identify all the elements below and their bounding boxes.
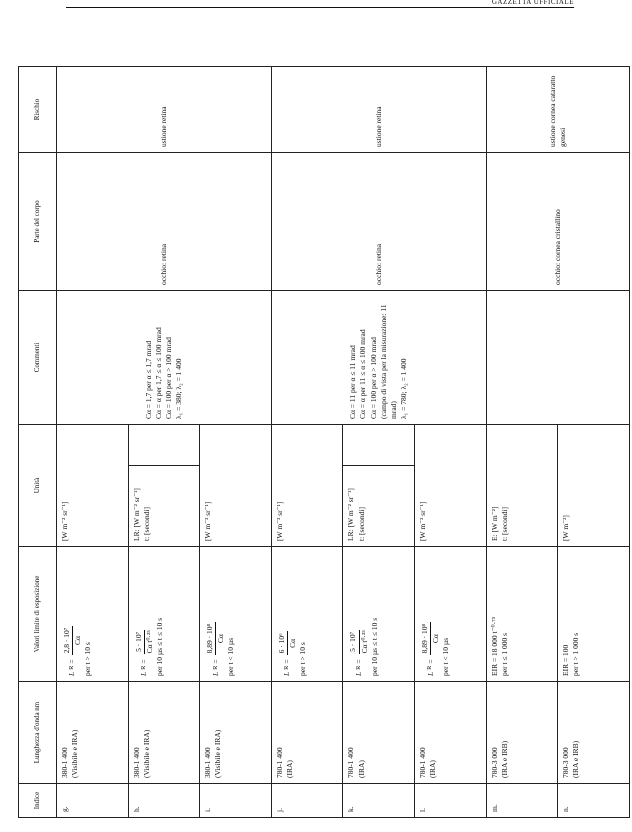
formula-condition: per t > 10 s [298,642,308,676]
formula-lhs-sub: R [354,665,362,670]
formula-denominator: Cα [72,636,82,646]
formula-lhs: L [425,671,435,676]
unit-line: LR: [W m⁻² sr⁻¹] [131,488,141,541]
formula-numerator: 2,8 · 10⁷ [62,626,73,656]
cell-unita [271,425,343,547]
wavelength-range: 780-1 400 [418,747,428,778]
cell-valore [415,547,487,682]
cell-unita [56,425,128,547]
formula-lhs-sub: R [283,665,291,670]
table-row [56,22,128,818]
formula-denominator: Cα [431,634,441,644]
unit-line: [W m⁻² sr⁻¹] [59,501,69,541]
cell-lunghezza [271,682,343,784]
wavelength-band: (Visibile e IRA) [69,729,79,778]
cell-indice: i. [200,784,272,818]
table-row [486,22,558,818]
comment-line: Cα = 100 per α > 100 mrad [368,337,378,419]
cell-indice: j. [271,784,343,818]
wavelength-band: (IRA) [284,760,294,778]
wavelength-band: (IRA e IRB) [571,740,581,778]
comment-line: Cα = 1,7 per α ≤ 1,7 mrad [143,340,153,419]
formula-condition: per t ≤ 1 000 s [499,632,509,676]
table-row [271,22,343,818]
cell-valore [558,547,630,682]
wavelength-range: 380-1 400 [59,747,69,778]
cell-commenti-ira [271,291,486,425]
cell-indice: k. [343,784,415,818]
cell-unita-empty [128,425,200,466]
formula-denominator: Cα t⁰·²⁵ [359,630,369,654]
unit-line: [W m⁻²] [561,515,571,541]
formula-lhs-sub: R [211,665,219,670]
cell-indice: h. [128,784,200,818]
formula-denominator: Cα t⁰·²⁵ [144,630,154,654]
col-header-rischio: Rischio [19,67,57,153]
col-header-valori: Valori limite di esposizione [19,547,57,682]
comment-line: Cα = 100 per α > 100 mrad [163,337,173,419]
formula-numerator: 6 · 10⁶ [277,631,288,655]
formula-numerator: 5 · 10⁷ [348,630,359,654]
cell-lunghezza [128,682,200,784]
limit-formula: L R = 2,8 · 10⁷ Cα [61,627,82,676]
wavelength-band: (IRA) [428,760,438,778]
comment-line: (campo di vista per la misurazione: 11 mrad) [378,304,398,419]
limit-formula: L R = 5 · 10⁷ Cα t⁰·²⁵ [133,630,154,676]
cell-unita [200,425,272,547]
formula-lhs: L [282,671,292,676]
cell-lunghezza [56,682,128,784]
comment-line: Cα = α per 1,7 ≤ α ≤ 100 mrad [153,327,163,419]
wavelength-range: 380-1 400 [203,747,213,778]
table-header-row [19,22,57,818]
exposure-limits-table [18,21,630,818]
wavelength-range: 780-1 400 [274,747,284,778]
formula-condition: per 10 µs ≤ t ≤ 10 s [154,617,164,676]
cell-lunghezza [486,682,558,784]
unit-line: t: [secondi] [356,507,366,541]
cell-unita [558,425,630,547]
formula-denominator: Cα [287,638,297,648]
formula-numerator: 8,89 · 10⁸ [420,622,431,656]
col-header-indice: Indice [19,784,57,818]
cell-lunghezza [558,682,630,784]
col-header-commenti: Commenti [19,291,57,425]
wavelength-range: 780-3 000 [561,747,571,778]
formula-lhs-sub: R [426,665,434,670]
cell-parte-ira: occhio: retina [271,153,486,291]
formula-lhs-sub: R [139,665,147,670]
cell-indice: g. [56,784,128,818]
cell-valore [128,547,200,682]
formula-lhs: L [210,671,220,676]
cell-unita [128,466,200,547]
cell-unita-empty [343,425,415,466]
cell-lunghezza [415,682,487,784]
wavelength-range: 380-1 400 [131,747,141,778]
col-header-unita: Unità [19,425,57,547]
unit-line: [W m⁻² sr⁻¹] [203,501,213,541]
comment-line: Cα = 11 per α ≤ 11 mrad [348,345,358,419]
formula-condition: per t > 1 000 s [571,632,581,676]
comment-line: λ₁ = 380; λ₂ = 1 400 [173,358,183,419]
wavelength-band: (Visibile e IRA) [213,729,223,778]
header-rule [66,7,574,8]
formula-plain: EIR = 18 000 t⁻⁰·⁷⁵ [489,616,499,676]
wavelength-band: (Visibile e IRA) [141,729,151,778]
limit-formula: L R = 8,89 · 10⁸ Cα [420,623,441,676]
wavelength-band: (IRA e IRB) [499,740,509,778]
formula-lhs-sub: R [68,665,76,670]
cell-indice: n. [558,784,630,818]
cell-commenti-irb [486,291,629,425]
formula-numerator: 8,89 · 10⁸ [205,622,216,656]
unit-line: LR: [W m⁻² sr⁻¹] [346,488,356,541]
cell-indice: l. [415,784,487,818]
rotated-table-container [18,22,630,818]
formula-condition: per t < 10 µs [441,637,451,676]
unit-line: t: [secondi] [499,507,509,541]
limit-formula: L R = 8,89 · 10⁸ Cα [205,623,226,676]
col-header-lunghezza: Lunghezza d'onda nm [19,682,57,784]
formula-condition: per t < 10 µs [226,637,236,676]
formula-lhs: L [353,671,363,676]
cell-unita [343,466,415,547]
cell-rischio-ira: ustione retina [271,67,486,153]
formula-lhs: L [139,671,149,676]
cell-indice: m. [486,784,558,818]
formula-plain: EIR = 100 [561,644,571,676]
unit-line: E: [W m⁻²] [489,506,499,541]
cell-lunghezza [200,682,272,784]
cell-unita [415,425,487,547]
cell-valore [271,547,343,682]
unit-line: [W m⁻² sr⁻¹] [274,501,284,541]
page-header-tag: GAZZETTA UFFICIALE [491,0,574,6]
cell-valore [486,547,558,682]
cell-unita [486,425,558,547]
comment-line: λ₁ = 780; λ₂ = 1 400 [398,358,408,419]
col-header-parte: Parte del corpo [19,153,57,291]
wavelength-range: 780-3 000 [489,747,499,778]
formula-lhs: L [67,671,77,676]
unit-line: [W m⁻² sr⁻¹] [418,501,428,541]
cell-parte-vis: occhio: retina [56,153,271,291]
cell-valore [343,547,415,682]
cell-parte-irb: occhio: cornea cristallino [486,153,629,291]
comment-line: Cα = α per 11 ≤ α ≤ 100 mrad [358,329,368,419]
limit-formula: L R = 6 · 10⁶ Cα [276,633,297,676]
formula-condition: per 10 µs ≤ t ≤ 10 s [369,617,379,676]
cell-rischio-irb: ustione cornea cataratto genesi [486,67,629,153]
formula-condition: per t > 10 s [83,642,93,676]
cell-rischio-vis: ustione retina [56,67,271,153]
limit-formula: L R = 5 · 10⁷ Cα t⁰·²⁵ [348,630,369,676]
formula-denominator: Cα [216,634,226,644]
cell-valore [56,547,128,682]
cell-valore [200,547,272,682]
cell-lunghezza [343,682,415,784]
cell-commenti-vis [56,291,271,425]
wavelength-band: (IRA) [356,760,366,778]
formula-numerator: 5 · 10⁷ [134,630,145,654]
unit-line: t: [secondi] [141,507,151,541]
wavelength-range: 780-1 400 [346,747,356,778]
